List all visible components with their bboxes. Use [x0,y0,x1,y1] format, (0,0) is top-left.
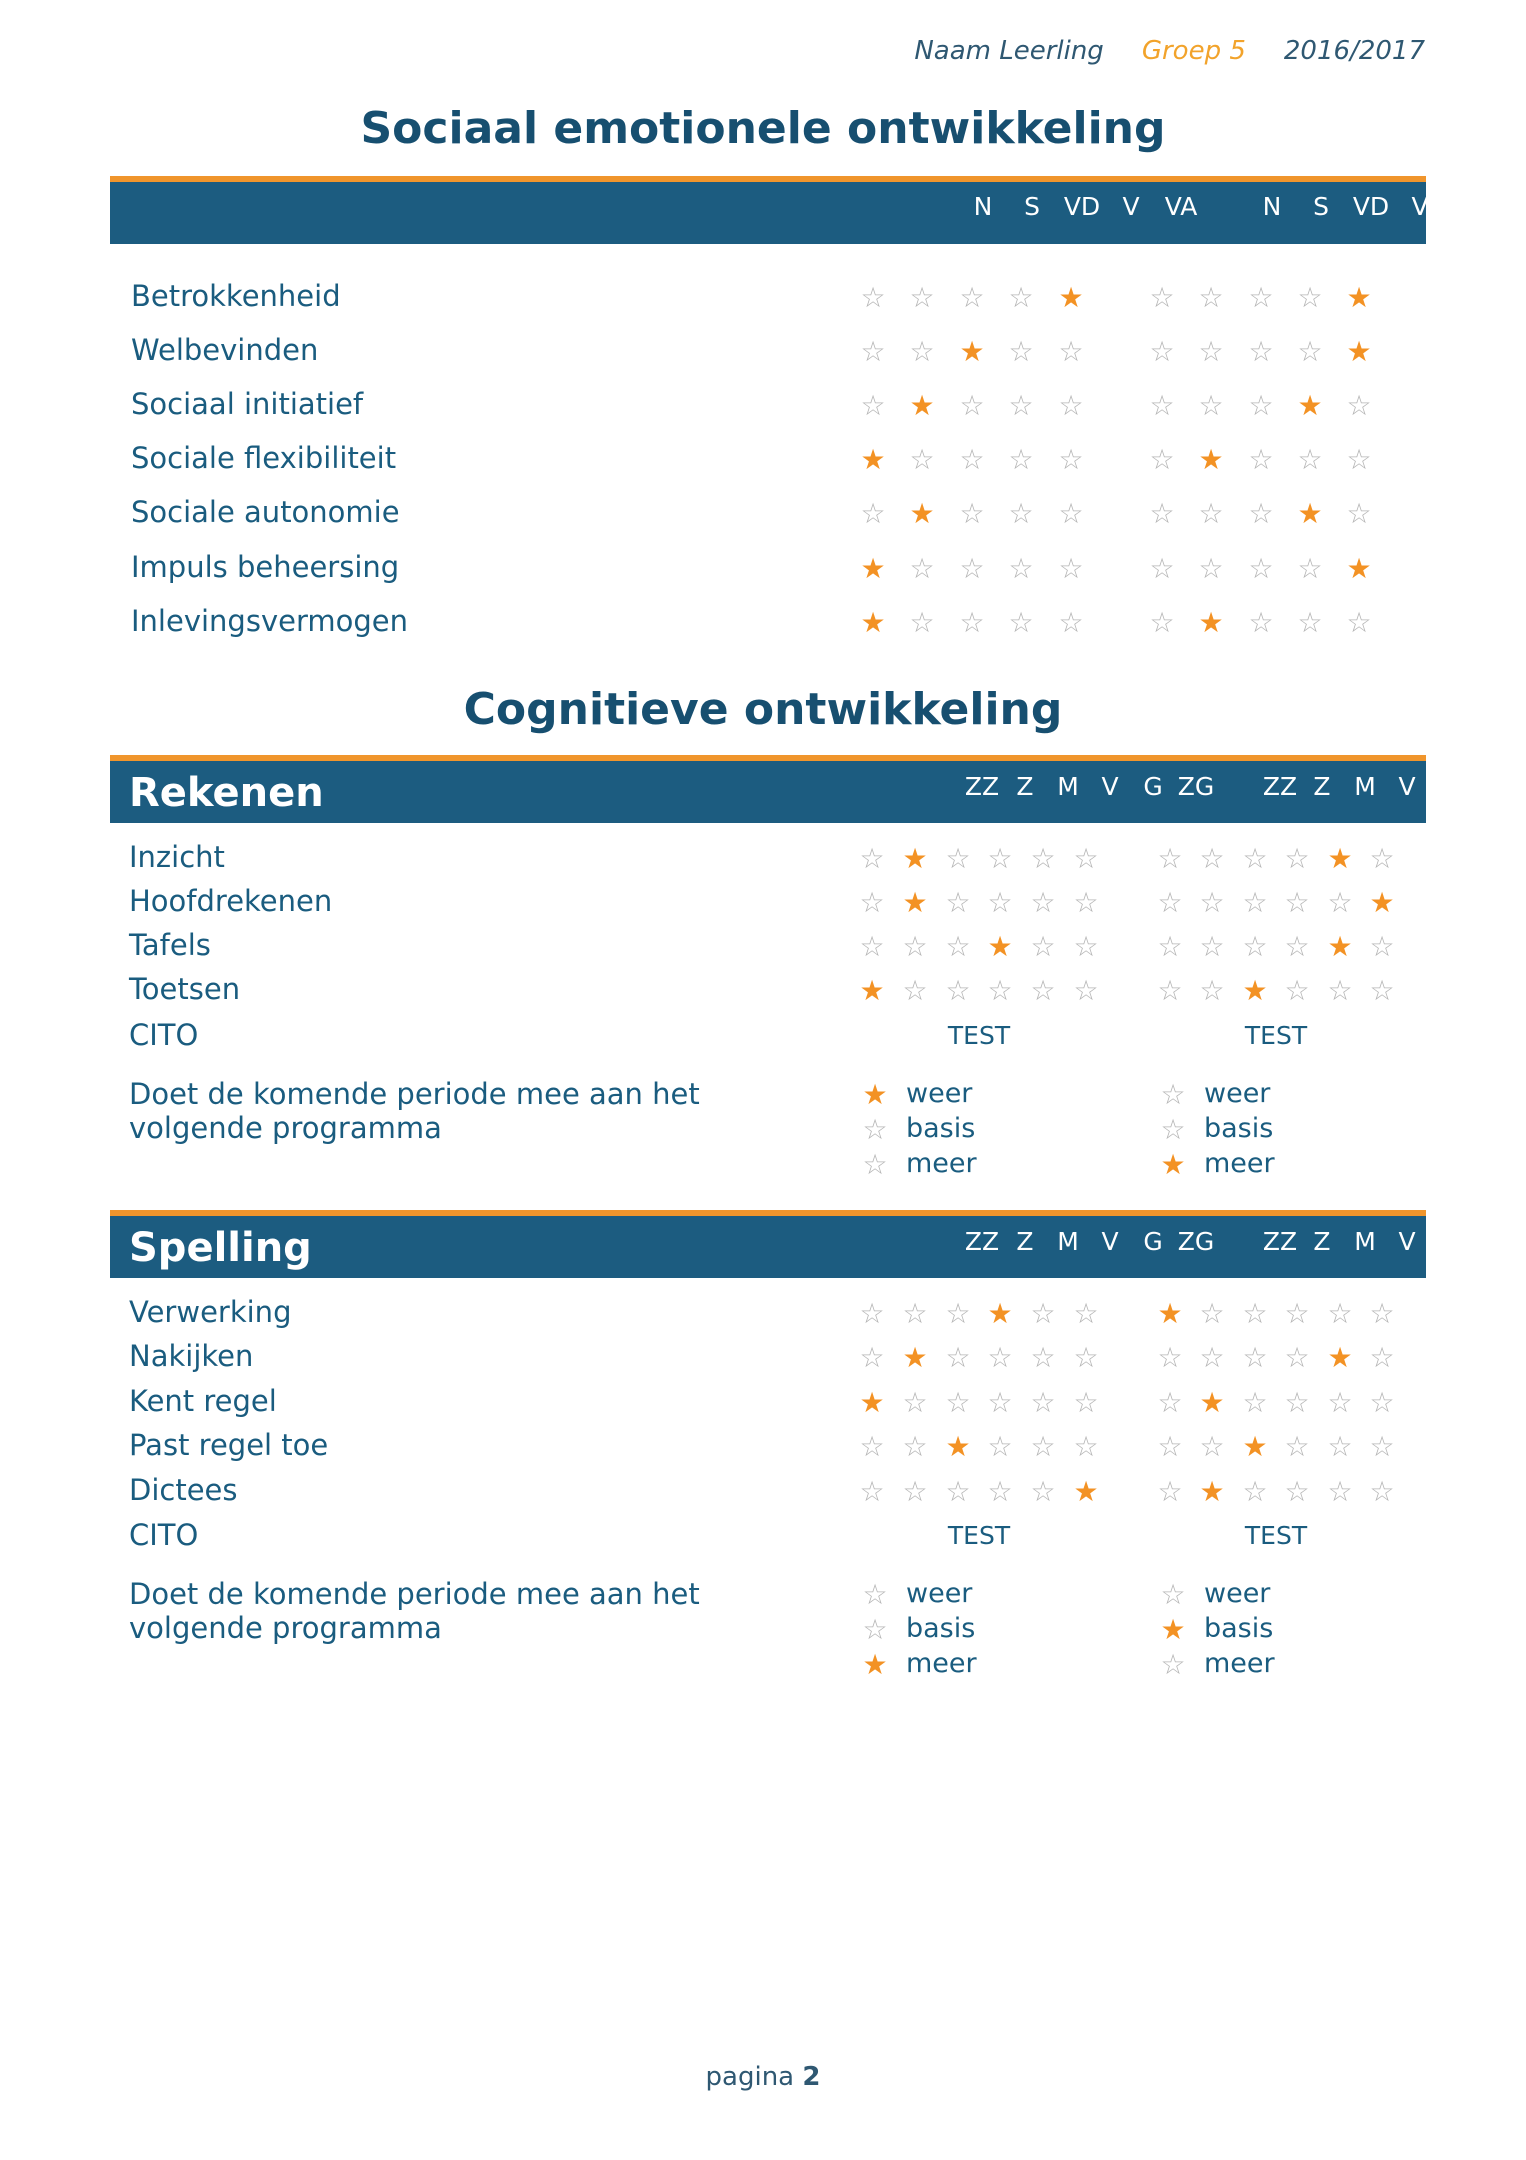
rating-star-icon: ☆ [1008,281,1034,314]
column-header-m: M [1057,1227,1079,1256]
footer-label: pagina [705,2062,795,2092]
rating-star-icon: ☆ [909,606,935,639]
column-header-s: S [1313,192,1329,221]
rating-star-icon: ☆ [1369,1386,1395,1419]
rating-star-icon: ☆ [1369,930,1395,963]
column-header-vd: VD [1063,192,1101,221]
rating-star-icon: ☆ [902,1386,928,1419]
column-header-m: M [1354,1227,1376,1256]
rating-star-icon: ☆ [1248,606,1274,639]
rating-star-icon: ☆ [860,281,886,314]
page-number: 2 [802,2062,821,2092]
column-header-v: V [1398,772,1416,801]
rating-star-icon: ☆ [1369,974,1395,1007]
row-label: Betrokkenheid [131,279,341,313]
rating-star-icon: ☆ [1030,930,1056,963]
rating-star-icon: ☆ [1058,606,1084,639]
rating-star-icon: ☆ [1199,886,1225,919]
rating-star-icon: ☆ [1030,974,1056,1007]
rating-star-icon: ☆ [1073,1386,1099,1419]
row-label: Impuls beheersing [131,550,400,584]
program-option-meer: meer [1204,1648,1275,1679]
program-label: Doet de komende periode mee aan het volgende programma [129,1577,700,1645]
rating-star-icon: ★ [1199,1475,1225,1508]
column-header-v: V [1122,192,1140,221]
column-header-z: Z [1016,1227,1034,1256]
cito-test-value: TEST [1244,1021,1308,1050]
rating-star-icon: ☆ [1149,281,1175,314]
rating-star-icon: ☆ [1284,974,1310,1007]
cito-test-value: TEST [947,1021,1011,1050]
column-header-g: G [1143,1227,1163,1256]
column-header-m: M [1057,772,1079,801]
rating-star-icon: ☆ [1058,552,1084,585]
rating-star-icon: ☆ [909,552,935,585]
rating-star-icon: ☆ [1008,335,1034,368]
rating-star-icon: ☆ [1008,606,1034,639]
program-option-weer: weer [1204,1078,1271,1109]
rating-star-icon: ☆ [959,606,985,639]
rating-star-icon: ☆ [859,930,885,963]
rating-star-icon: ☆ [859,886,885,919]
rating-star-icon: ★ [860,552,886,585]
rating-star-icon: ☆ [1369,1341,1395,1374]
rating-star-icon: ☆ [1369,1297,1395,1330]
rating-star-icon: ☆ [1157,1430,1183,1463]
rating-star-icon: ☆ [1248,281,1274,314]
rating-star-icon: ☆ [987,1341,1013,1374]
cito-test-value: TEST [1244,1521,1308,1550]
rating-star-icon: ☆ [1008,497,1034,530]
rating-star-icon: ☆ [859,1475,885,1508]
program-star-icon: ☆ [1160,1078,1186,1111]
rating-star-icon: ☆ [1199,1341,1225,1374]
rating-star-icon: ★ [909,389,935,422]
program-star-icon: ★ [862,1648,888,1681]
column-header-z: Z [1016,772,1034,801]
rating-star-icon: ☆ [1297,335,1323,368]
rating-star-icon: ☆ [1284,1430,1310,1463]
rating-star-icon: ☆ [902,930,928,963]
rating-star-icon: ★ [987,1297,1013,1330]
rating-star-icon: ☆ [1058,335,1084,368]
rating-star-icon: ☆ [959,443,985,476]
rating-star-icon: ★ [1058,281,1084,314]
rating-star-icon: ☆ [909,443,935,476]
rating-star-icon: ☆ [959,552,985,585]
rating-star-icon: ☆ [902,974,928,1007]
row-label: Dictees [129,1473,238,1507]
rating-star-icon: ☆ [1327,886,1353,919]
spelling-title: Spelling [129,1225,312,1271]
spelling-header-bar [110,1210,1511,1278]
rating-star-icon: ☆ [859,842,885,875]
row-label: Sociale flexibiliteit [131,441,397,475]
program-star-icon: ☆ [862,1613,888,1646]
rating-star-icon: ☆ [1248,335,1274,368]
rating-star-icon: ☆ [945,1386,971,1419]
rating-star-icon: ★ [860,606,886,639]
rating-star-icon: ☆ [1030,1430,1056,1463]
rating-star-icon: ☆ [1073,1341,1099,1374]
school-year: 2016/2017 [1283,36,1425,66]
column-header-vd: VD [1352,192,1390,221]
rating-star-icon: ☆ [1242,886,1268,919]
rating-star-icon: ★ [1297,389,1323,422]
rating-star-icon: ☆ [1284,1386,1310,1419]
rating-star-icon: ☆ [1157,930,1183,963]
program-option-basis: basis [906,1613,976,1644]
program-star-icon: ☆ [862,1148,888,1181]
program-option-basis: basis [906,1113,976,1144]
sociaal-header-bar [110,176,1486,244]
rating-star-icon: ☆ [1198,335,1224,368]
rating-star-icon: ☆ [1242,1297,1268,1330]
column-header-v: V [1411,192,1429,221]
rating-star-icon: ☆ [1242,930,1268,963]
rating-star-icon: ☆ [1030,886,1056,919]
rating-star-icon: ★ [1242,974,1268,1007]
column-header-g: G [1143,772,1163,801]
rating-star-icon: ★ [1369,886,1395,919]
column-header-va: VA [1452,192,1486,221]
student-name: Naam Leerling [914,36,1104,66]
rating-star-icon: ☆ [1157,1386,1183,1419]
rating-star-icon: ★ [1346,335,1372,368]
rating-star-icon: ☆ [987,886,1013,919]
column-header-v: V [1101,1227,1119,1256]
rating-star-icon: ☆ [909,281,935,314]
program-label: Doet de komende periode mee aan het volgende programma [129,1077,700,1145]
rating-star-icon: ☆ [1199,930,1225,963]
column-header-s: S [1024,192,1040,221]
row-label: Kent regel [129,1384,277,1418]
rating-star-icon: ★ [1327,842,1353,875]
rating-star-icon: ☆ [1248,443,1274,476]
rating-star-icon: ☆ [1199,974,1225,1007]
rating-star-icon: ☆ [902,1475,928,1508]
program-star-icon: ★ [862,1078,888,1111]
rating-star-icon: ☆ [1297,552,1323,585]
column-header-g: G [1440,1227,1460,1256]
rating-star-icon: ☆ [1157,1475,1183,1508]
column-header-va: VA [1164,192,1198,221]
rating-star-icon: ☆ [1327,1297,1353,1330]
column-header-zz: ZZ [964,772,1000,801]
column-header-zg: ZG [1177,772,1215,801]
program-option-meer: meer [906,1648,977,1679]
column-header-zz: ZZ [1262,1227,1298,1256]
program-option-meer: meer [906,1148,977,1179]
program-star-icon: ☆ [1160,1578,1186,1611]
rating-star-icon: ☆ [1369,1430,1395,1463]
rating-star-icon: ☆ [945,886,971,919]
rating-star-icon: ★ [1297,497,1323,530]
rating-star-icon: ☆ [1030,1341,1056,1374]
rating-star-icon: ☆ [1369,842,1395,875]
row-label: Nakijken [129,1339,254,1373]
column-header-m: M [1354,772,1376,801]
rating-star-icon: ★ [902,886,928,919]
rating-star-icon: ★ [859,974,885,1007]
cito-label: CITO [129,1018,199,1052]
rating-star-icon: ☆ [987,1475,1013,1508]
rating-star-icon: ☆ [1198,389,1224,422]
rating-star-icon: ☆ [1346,606,1372,639]
rating-star-icon: ☆ [1149,606,1175,639]
rating-star-icon: ☆ [945,974,971,1007]
rating-star-icon: ★ [1327,1341,1353,1374]
rating-star-icon: ★ [859,1386,885,1419]
rating-star-icon: ☆ [1327,974,1353,1007]
rating-star-icon: ☆ [1284,1475,1310,1508]
rating-star-icon: ☆ [1157,1341,1183,1374]
rating-star-icon: ☆ [1073,842,1099,875]
rating-star-icon: ☆ [1242,1341,1268,1374]
rating-star-icon: ☆ [1008,443,1034,476]
row-label: Sociaal initiatief [131,387,364,421]
row-label: Tafels [129,928,211,962]
rating-star-icon: ☆ [1248,497,1274,530]
rating-star-icon: ★ [945,1430,971,1463]
rating-star-icon: ☆ [1073,930,1099,963]
rating-star-icon: ★ [1199,1386,1225,1419]
column-header-z: Z [1313,1227,1331,1256]
rating-star-icon: ☆ [987,1430,1013,1463]
rating-star-icon: ★ [902,1341,928,1374]
program-option-weer: weer [1204,1578,1271,1609]
rating-star-icon: ☆ [1297,281,1323,314]
column-header-n: N [1262,192,1282,221]
rating-star-icon: ☆ [1149,443,1175,476]
cito-label: CITO [129,1518,199,1552]
rating-star-icon: ☆ [959,281,985,314]
column-header-g: G [1440,772,1460,801]
rating-star-icon: ★ [959,335,985,368]
rekenen-header-bar [110,755,1511,823]
rating-star-icon: ★ [1198,606,1224,639]
rating-star-icon: ☆ [987,974,1013,1007]
rating-star-icon: ☆ [1198,552,1224,585]
column-header-zg: ZG [1473,772,1511,801]
column-header-zg: ZG [1473,1227,1511,1256]
rating-star-icon: ☆ [1284,842,1310,875]
column-header-v: V [1398,1227,1416,1256]
rating-star-icon: ☆ [1198,281,1224,314]
rating-star-icon: ☆ [945,1475,971,1508]
rating-star-icon: ★ [1346,281,1372,314]
rating-star-icon: ☆ [909,335,935,368]
row-label: Hoofdrekenen [129,884,333,918]
program-star-icon: ★ [1160,1148,1186,1181]
column-header-zz: ZZ [964,1227,1000,1256]
program-star-icon: ☆ [862,1113,888,1146]
rating-star-icon: ☆ [859,1297,885,1330]
column-header-zz: ZZ [1262,772,1298,801]
rekenen-title: Rekenen [129,770,324,816]
row-label: Sociale autonomie [131,495,400,529]
sociaal-title: Sociaal emotionele ontwikkeling [360,103,1166,154]
page-footer [0,2062,1526,2092]
rating-star-icon: ☆ [1327,1430,1353,1463]
row-label: Inlevingsvermogen [131,604,408,638]
rating-star-icon: ☆ [945,842,971,875]
rating-star-icon: ☆ [1030,1475,1056,1508]
rating-star-icon: ☆ [1327,1475,1353,1508]
rating-star-icon: ☆ [1198,497,1224,530]
program-option-weer: weer [906,1078,973,1109]
rating-star-icon: ☆ [1242,1475,1268,1508]
rating-star-icon: ☆ [1346,389,1372,422]
rating-star-icon: ★ [1073,1475,1099,1508]
row-label: Verwerking [129,1295,292,1329]
program-option-basis: basis [1204,1113,1274,1144]
rating-star-icon: ☆ [1297,606,1323,639]
rating-star-icon: ☆ [1369,1475,1395,1508]
program-star-icon: ☆ [862,1578,888,1611]
rating-star-icon: ☆ [1030,842,1056,875]
rating-star-icon: ☆ [1058,389,1084,422]
rating-star-icon: ☆ [1058,497,1084,530]
column-header-zg: ZG [1177,1227,1215,1256]
rating-star-icon: ★ [987,930,1013,963]
rating-star-icon: ☆ [902,1297,928,1330]
rating-star-icon: ☆ [1030,1297,1056,1330]
rating-star-icon: ☆ [1248,552,1274,585]
row-label: Welbevinden [131,333,319,367]
program-star-icon: ☆ [1160,1648,1186,1681]
rating-star-icon: ★ [1157,1297,1183,1330]
cognitief-title: Cognitieve ontwikkeling [463,684,1063,735]
rating-star-icon: ☆ [1149,497,1175,530]
program-option-meer: meer [1204,1148,1275,1179]
rating-star-icon: ☆ [1149,552,1175,585]
rating-star-icon: ☆ [1157,842,1183,875]
rating-star-icon: ☆ [1284,1297,1310,1330]
rating-star-icon: ☆ [1149,335,1175,368]
rating-star-icon: ☆ [959,497,985,530]
column-header-v: V [1101,772,1119,801]
rating-star-icon: ☆ [859,1341,885,1374]
row-label: Toetsen [129,972,241,1006]
rating-star-icon: ☆ [1157,886,1183,919]
rating-star-icon: ☆ [860,497,886,530]
rating-star-icon: ☆ [1030,1386,1056,1419]
rating-star-icon: ☆ [1157,974,1183,1007]
row-label: Inzicht [129,840,225,874]
rating-star-icon: ☆ [1346,443,1372,476]
column-header-n: N [973,192,993,221]
rating-star-icon: ☆ [1149,389,1175,422]
cito-test-value: TEST [947,1521,1011,1550]
rating-star-icon: ☆ [1297,443,1323,476]
rating-star-icon: ☆ [1199,842,1225,875]
rating-star-icon: ★ [1327,930,1353,963]
rating-star-icon: ☆ [1327,1386,1353,1419]
rating-star-icon: ☆ [1073,974,1099,1007]
program-option-weer: weer [906,1578,973,1609]
program-option-basis: basis [1204,1613,1274,1644]
rating-star-icon: ☆ [1199,1430,1225,1463]
rating-star-icon: ☆ [945,1341,971,1374]
rating-star-icon: ☆ [1242,1386,1268,1419]
rating-star-icon: ★ [902,842,928,875]
rating-star-icon: ★ [909,497,935,530]
rating-star-icon: ☆ [1008,389,1034,422]
rating-star-icon: ★ [860,443,886,476]
group-label: Groep 5 [1141,36,1246,66]
rating-star-icon: ☆ [1284,930,1310,963]
rating-star-icon: ☆ [945,930,971,963]
row-label: Past regel toe [129,1428,329,1462]
program-star-icon: ☆ [1160,1113,1186,1146]
rating-star-icon: ☆ [1073,1297,1099,1330]
rating-star-icon: ☆ [902,1430,928,1463]
rating-star-icon: ☆ [987,1386,1013,1419]
rating-star-icon: ☆ [1284,886,1310,919]
rating-star-icon: ☆ [860,389,886,422]
column-header-z: Z [1313,772,1331,801]
rating-star-icon: ☆ [1008,552,1034,585]
rating-star-icon: ☆ [1346,497,1372,530]
rating-star-icon: ☆ [1058,443,1084,476]
rating-star-icon: ☆ [1073,1430,1099,1463]
rating-star-icon: ☆ [859,1430,885,1463]
rating-star-icon: ☆ [1248,389,1274,422]
rating-star-icon: ☆ [1073,886,1099,919]
rating-star-icon: ★ [1242,1430,1268,1463]
rating-star-icon: ☆ [860,335,886,368]
rating-star-icon: ★ [1198,443,1224,476]
rating-star-icon: ☆ [945,1297,971,1330]
rating-star-icon: ☆ [1242,842,1268,875]
rating-star-icon: ☆ [1199,1297,1225,1330]
rating-star-icon: ☆ [1284,1341,1310,1374]
rating-star-icon: ☆ [959,389,985,422]
rating-star-icon: ★ [1346,552,1372,585]
rating-star-icon: ☆ [987,842,1013,875]
page-header [914,36,1425,66]
program-star-icon: ★ [1160,1613,1186,1646]
